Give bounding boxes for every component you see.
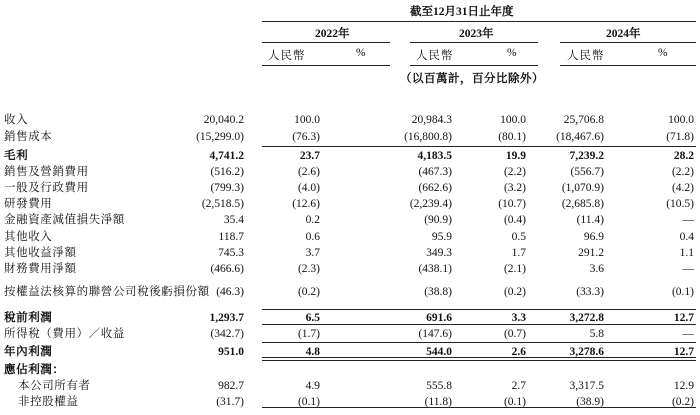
cell-value: (2,518.5) <box>201 198 244 210</box>
cell-value: (2,239.4) <box>409 198 452 210</box>
cell-value: 95.9 <box>431 231 452 243</box>
table-row <box>0 164 700 180</box>
percent-label-2023: % <box>507 47 517 59</box>
cell-value: 3,317.5 <box>569 380 604 392</box>
cell-value: 20,984.3 <box>411 114 452 126</box>
cell-value: 544.0 <box>426 346 452 358</box>
cell-value: (0.2) <box>503 286 526 298</box>
table-row <box>0 112 700 128</box>
cell-value: 118.7 <box>218 231 244 243</box>
cell-value: 2.6 <box>511 346 526 358</box>
cell-value: 12.7 <box>673 346 694 358</box>
year-heading-2023: 2023年 <box>459 28 494 40</box>
cell-value: 4.8 <box>305 346 320 358</box>
cell-value: 12.7 <box>673 312 694 324</box>
rule-after-cost <box>262 146 696 147</box>
cell-value: (2.6) <box>297 166 320 178</box>
cell-value: — <box>682 263 694 275</box>
cell-value: (438.1) <box>418 263 452 275</box>
table-row <box>0 362 700 378</box>
cell-value: (12.6) <box>292 198 320 210</box>
rule-after-pretax <box>262 324 696 325</box>
row-label: 銷售及營銷費用 <box>4 166 89 178</box>
cell-value: (662.6) <box>418 182 452 194</box>
year-heading-2024: 2024年 <box>606 28 641 40</box>
cell-value: (0.7) <box>503 328 526 340</box>
percent-label-2022: % <box>356 47 366 59</box>
cell-value: (516.2) <box>210 166 244 178</box>
cell-value: (76.3) <box>292 131 320 143</box>
cell-value: 0.5 <box>511 231 526 243</box>
row-label: 其他收益淨額 <box>4 247 77 259</box>
cell-value: 12.9 <box>673 380 694 392</box>
cell-value: (1.7) <box>297 328 320 340</box>
cell-value: (0.2) <box>297 286 320 298</box>
row-label: 金融資產減值損失淨額 <box>4 214 125 226</box>
percent-label-2024: % <box>658 47 668 59</box>
cell-value: 3.7 <box>305 247 320 259</box>
cell-value: (799.3) <box>210 182 244 194</box>
cell-value: 982.7 <box>218 380 244 392</box>
cell-value: (18,467.6) <box>556 131 604 143</box>
row-label: 其他收入 <box>4 231 53 243</box>
cell-value: (0.4) <box>503 214 526 226</box>
cell-value: 3,278.6 <box>569 346 604 358</box>
cell-value: (16,800.8) <box>404 131 452 143</box>
currency-label-2024: 人民幣 <box>567 50 605 62</box>
row-label: 毛利 <box>4 150 29 162</box>
table-row <box>0 148 700 164</box>
cell-value: 1.1 <box>679 247 694 259</box>
cell-value: 3.3 <box>511 312 526 324</box>
cell-value: (0.1) <box>671 286 694 298</box>
cell-value: 100.0 <box>500 114 526 126</box>
cell-value: (0.2) <box>671 396 694 408</box>
period-rule <box>262 21 696 22</box>
cell-value: (4.0) <box>297 182 320 194</box>
cell-value: (38.9) <box>576 396 604 408</box>
cell-value: (31.7) <box>216 396 244 408</box>
table-row <box>0 129 700 145</box>
row-label: 按權益法核算的聯營公司稅後虧損份額 <box>4 286 210 298</box>
cell-value: 7,239.2 <box>569 150 604 162</box>
subheader-rule-2024 <box>560 65 696 66</box>
table-row <box>0 229 700 245</box>
cell-value: (10.5) <box>666 198 694 210</box>
subheader-rule-2023 <box>410 65 538 66</box>
cell-value: (46.3) <box>216 286 244 298</box>
row-label: 稅前利潤 <box>4 312 53 324</box>
table-row <box>0 261 700 277</box>
row-label: 非控股權益 <box>18 396 79 408</box>
year-heading-2022: 2022年 <box>315 28 350 40</box>
cell-value: 4.9 <box>305 380 320 392</box>
rule-before-attrib <box>262 407 696 408</box>
cell-value: 2.7 <box>511 380 526 392</box>
cell-value: (38.8) <box>424 286 452 298</box>
cell-value: 19.9 <box>505 150 526 162</box>
cell-value: (80.1) <box>498 131 526 143</box>
cell-value: 745.3 <box>218 247 244 259</box>
cell-value: 100.0 <box>294 114 320 126</box>
row-label: 應佔利潤： <box>4 364 65 376</box>
cell-value: 96.9 <box>583 231 604 243</box>
cell-value: (2,685.8) <box>561 198 604 210</box>
cell-value: (2.2) <box>503 166 526 178</box>
cell-value: (15,299.0) <box>196 131 244 143</box>
rule-before-net <box>262 342 696 343</box>
cell-value: (467.3) <box>418 166 452 178</box>
row-label: 研發費用 <box>4 198 53 210</box>
row-label: 收入 <box>4 114 29 126</box>
cell-value: 291.2 <box>578 247 604 259</box>
row-label: 本公司所有者 <box>18 380 91 392</box>
cell-value: 349.3 <box>426 247 452 259</box>
cell-value: 4,183.5 <box>417 150 452 162</box>
cell-value: (2.1) <box>503 263 526 275</box>
cell-value: 1.7 <box>511 247 526 259</box>
cell-value: 3.6 <box>589 263 604 275</box>
cell-value: (11.4) <box>576 214 604 226</box>
cell-value: 23.7 <box>299 150 320 162</box>
cell-value: 100.0 <box>668 114 694 126</box>
cell-value: 6.5 <box>305 312 320 324</box>
cell-value: 5.8 <box>589 328 604 340</box>
cell-value: (33.3) <box>576 286 604 298</box>
row-label: 一般及行政費用 <box>4 182 89 194</box>
row-label: 銷售成本 <box>4 131 53 143</box>
cell-value: (0.1) <box>297 396 320 408</box>
cell-value: 691.6 <box>426 312 452 324</box>
cell-value: 1,293.7 <box>209 312 244 324</box>
unit-note: （以百萬計，百分比除外） <box>400 73 544 85</box>
cell-value: (2.2) <box>671 166 694 178</box>
cell-value: 25,706.8 <box>563 114 604 126</box>
cell-value: 951.0 <box>218 346 244 358</box>
cell-value: (4.2) <box>671 182 694 194</box>
cell-value: 0.2 <box>305 214 320 226</box>
cell-value: 35.4 <box>223 214 244 226</box>
cell-value: 3,272.8 <box>569 312 604 324</box>
table-row <box>0 284 700 300</box>
cell-value: 4,741.2 <box>209 150 244 162</box>
row-label: 所得稅（費用）／收益 <box>4 328 125 340</box>
currency-label-2022: 人民幣 <box>268 50 306 62</box>
period-heading: 截至12月31日止年度 <box>410 6 514 18</box>
cell-value: (10.7) <box>498 198 526 210</box>
currency-label-2023: 人民幣 <box>416 50 454 62</box>
cell-value: (90.9) <box>424 214 452 226</box>
cell-value: 555.8 <box>426 380 452 392</box>
cell-value: (147.6) <box>418 328 452 340</box>
table-row <box>0 180 700 196</box>
cell-value: 0.6 <box>305 231 320 243</box>
rule-before-pretax <box>262 309 696 310</box>
cell-value: 0.4 <box>679 231 694 243</box>
cell-value: — <box>682 214 694 226</box>
cell-value: 20,040.2 <box>203 114 244 126</box>
cell-value: (0.1) <box>503 396 526 408</box>
cell-value: (466.6) <box>210 263 244 275</box>
cell-value: (2.3) <box>297 263 320 275</box>
double-rule-after-net <box>262 357 696 361</box>
subheader-rule-2022 <box>262 65 390 66</box>
cell-value: (342.7) <box>210 328 244 340</box>
table-row <box>0 326 700 342</box>
table-row <box>0 212 700 228</box>
cell-value: (556.7) <box>570 166 604 178</box>
cell-value: (3.2) <box>503 182 526 194</box>
cell-value: — <box>682 328 694 340</box>
year-rule-2022 <box>262 42 390 43</box>
cell-value: (11.8) <box>424 396 452 408</box>
cell-value: 28.2 <box>673 150 694 162</box>
table-row <box>0 378 700 394</box>
year-rule-2024 <box>560 42 696 43</box>
cell-value: (1,070.9) <box>561 182 604 194</box>
year-rule-2023 <box>410 42 538 43</box>
row-label: 年內利潤 <box>4 346 53 358</box>
row-label: 財務費用淨額 <box>4 263 77 275</box>
table-row <box>0 245 700 261</box>
table-row <box>0 196 700 212</box>
cell-value: (71.8) <box>666 131 694 143</box>
